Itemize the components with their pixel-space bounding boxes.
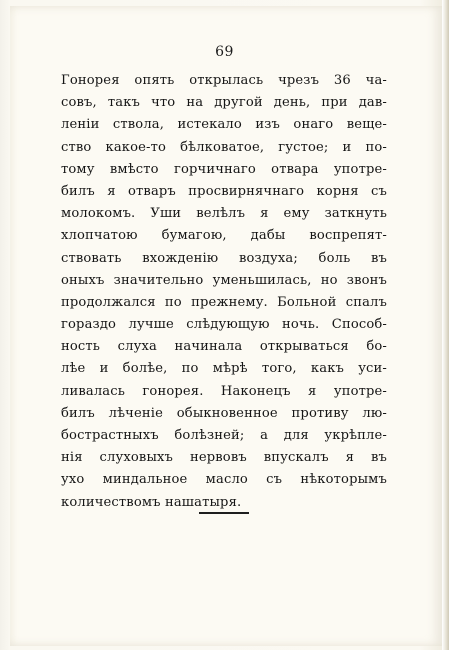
text-line: билъ я отваръ просвирнячнаго корня съ xyxy=(61,183,387,199)
text-line: ность слуха начинала открываться бо- xyxy=(61,339,387,355)
page-edge xyxy=(442,0,449,650)
text-line: продолжался по прежнему. Больной спалъ xyxy=(61,294,387,310)
text-line: ство какое-то бѣлковатое, густое; и по- xyxy=(61,139,387,155)
text-line: гораздо лучше слѣдующую ночь. Способ- xyxy=(61,317,387,333)
text-line: бострастныхъ болѣзней; а для укрѣпле- xyxy=(61,428,387,443)
text-line: совъ, такъ что на другой день, при дав- xyxy=(61,95,387,111)
text-line: ствовать вхожденію воздуха; боль въ xyxy=(61,250,387,266)
text-line: тому вмѣсто горчичнаго отвара употре- xyxy=(61,161,387,177)
text-line: оныхъ значительно уменьшилась, но звонъ xyxy=(61,272,387,288)
text-line: леніи ствола, истекало изъ онаго веще- xyxy=(61,117,387,133)
body-text xyxy=(61,70,387,514)
section-divider xyxy=(199,512,249,514)
text-line: хлопчатою бумагою, дабы воспрепят- xyxy=(61,228,387,244)
page-number: 69 xyxy=(215,44,234,60)
text-line-final: количествомъ нашатыря. xyxy=(61,494,242,510)
text-line: Гонорея опять открылась чрезъ 36 ча- xyxy=(61,73,387,88)
text-line: нія слуховыхъ нервовъ впускалъ я въ xyxy=(61,450,387,466)
text-line: лѣе и болѣе, по мѣрѣ того, какъ уси- xyxy=(61,361,387,377)
text-line: молокомъ. Уши велѣлъ я ему заткнуть xyxy=(61,206,387,222)
text-line: билъ лѣченіе обыкновенное противу лю- xyxy=(61,405,387,421)
text-line: ливалась гонорея. Наконецъ я употре- xyxy=(61,383,387,399)
text-line: ухо миндальное масло съ нѣкоторымъ xyxy=(61,472,387,488)
